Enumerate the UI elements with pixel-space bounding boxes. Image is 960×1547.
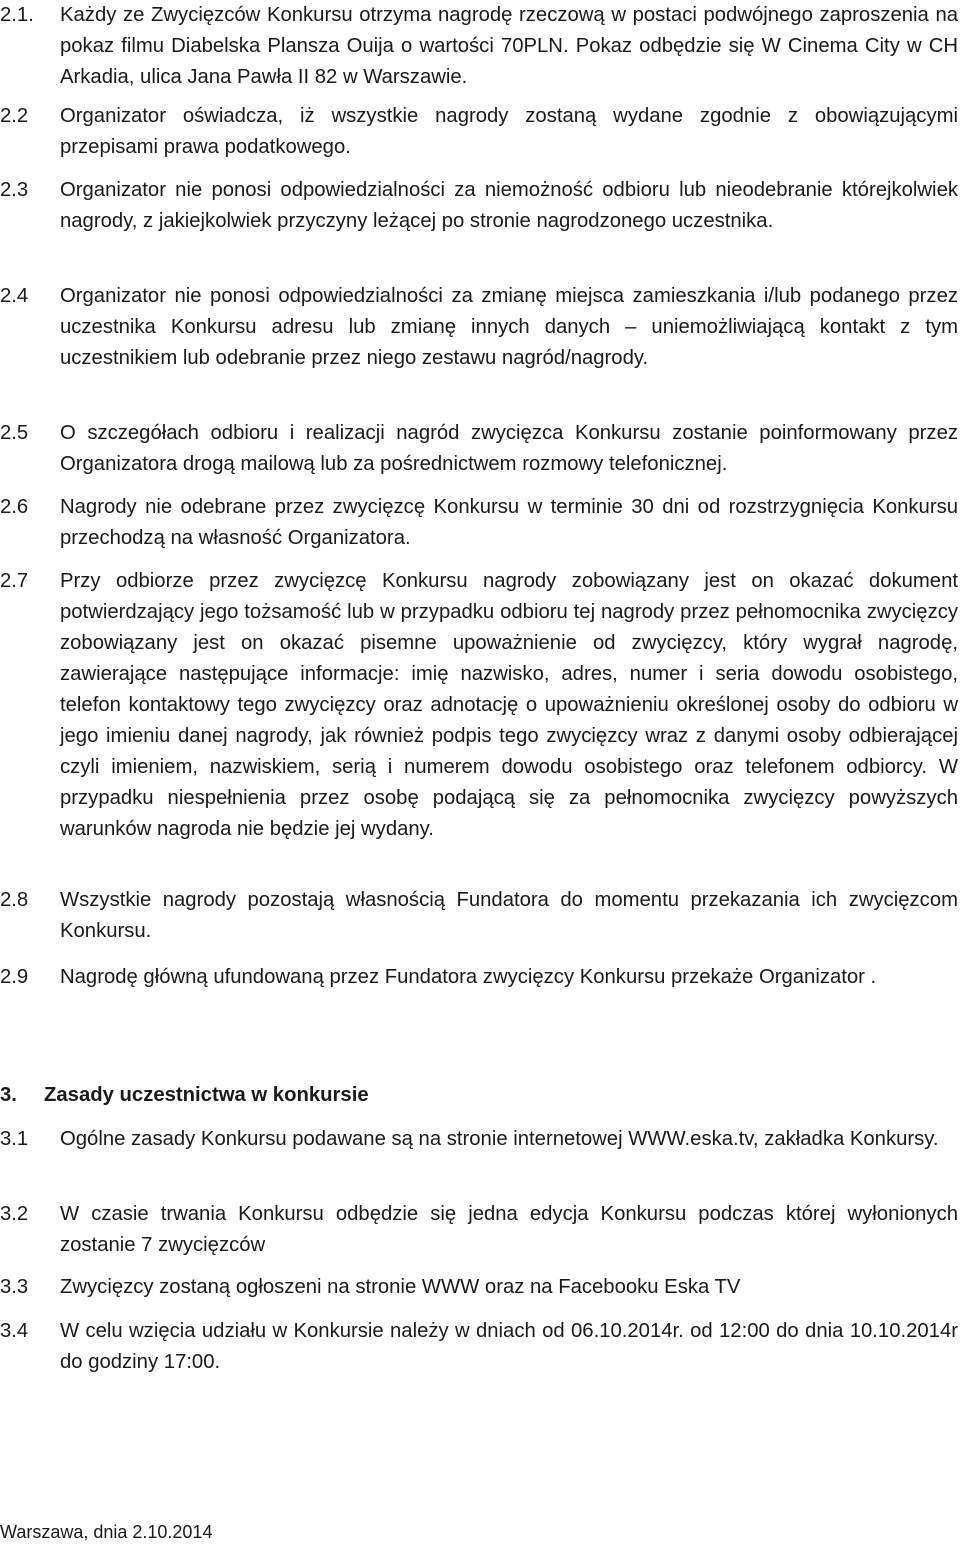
clause-text: Wszystkie nagrody pozostają własnością Fundatora do momentu przekazania ich zwycięzcom Konkursu. [60, 889, 958, 942]
clause-2-8 [0, 885, 958, 947]
clause-number: 3.1 [0, 1128, 29, 1150]
clause-text: Zwycięzcy zostaną ogłoszeni na stronie WWW oraz na Facebooku Eska TV [60, 1276, 741, 1298]
clause-2-1 [0, 0, 958, 93]
clause-text: Nagrodę główną ufundowaną przez Fundatora zwycięzcy Konkursu przekaże Organizator . [60, 966, 877, 988]
clause-text: Ogólne zasady Konkursu podawane są na stronie internetowej WWW.eska.tv, zakładka Konkursy. [60, 1128, 939, 1150]
clause-number: 2.3 [0, 179, 29, 201]
clause-text: W czasie trwania Konkursu odbędzie się jedna edycja Konkursu podczas której wyłonionych zostanie 7 zwycięzców [60, 1203, 958, 1256]
clause-number: 2.5 [0, 422, 29, 444]
clause-number: 2.2 [0, 105, 29, 127]
clause-2-9 [0, 962, 958, 993]
clause-3-1 [0, 1124, 958, 1155]
place-and-date: Warszawa, dnia 2.10.2014 [0, 1522, 213, 1542]
clause-number: 2.1. [0, 4, 34, 26]
clause-text: Każdy ze Zwycięzców Konkursu otrzyma nagrodę rzeczową w postaci podwójnego zaproszenia na pokaz filmu Diabelska Plansza Ouija o wartości 70PLN. Pokaz odbędzie się W Cinema City w CH Arkadia, ulica Jana Pawła II 82 w Warszawie. [60, 4, 958, 88]
clause-number: 2.7 [0, 570, 29, 592]
clause-2-2 [0, 101, 958, 163]
clause-2-3 [0, 175, 958, 237]
clause-number: 3.3 [0, 1276, 29, 1298]
clause-text: Nagrody nie odebrane przez zwycięzcę Konkursu w terminie 30 dni od rozstrzygnięcia Konkursu przechodzą na własność Organizatora. [60, 496, 958, 549]
clause-2-7 [0, 566, 958, 845]
clause-3-3 [0, 1272, 958, 1303]
section-number: 3. [0, 1084, 17, 1106]
clause-3-2 [0, 1199, 958, 1261]
clause-text: Organizator nie ponosi odpowiedzialności za niemożność odbioru lub nieodebranie którejkolwiek nagrody, z jakiejkolwiek przyczyny leżącej po stronie nagrodzonego uczestnika. [60, 179, 958, 232]
clause-text: Organizator oświadcza, iż wszystkie nagrody zostaną wydane zgodnie z obowiązującymi przepisami prawa podatkowego. [60, 105, 958, 158]
clause-2-5 [0, 418, 958, 480]
clause-number: 2.9 [0, 966, 29, 988]
clause-number: 2.4 [0, 285, 29, 307]
clause-3-4 [0, 1316, 958, 1378]
clause-number: 3.4 [0, 1320, 29, 1342]
clause-number: 2.6 [0, 496, 29, 518]
clause-text: O szczegółach odbioru i realizacji nagród zwycięzca Konkursu zostanie poinformowany przez Organizatora drogą mailową lub za pośrednictwem rozmowy telefonicznej. [60, 422, 958, 475]
section-title: Zasady uczestnictwa w konkursie [44, 1084, 369, 1106]
clause-text: W celu wzięcia udziału w Konkursie należy w dniach od 06.10.2014r. od 12:00 do dnia 10.10.2014r do godziny 17:00. [60, 1320, 958, 1373]
clause-text: Organizator nie ponosi odpowiedzialności za zmianę miejsca zamieszkania i/lub podanego przez uczestnika Konkursu adresu lub zmianę innych danych – uniemożliwiającą kontakt z tym uczestnikiem lub odebranie przez niego zestawu nagród/nagrody. [60, 285, 958, 369]
clause-2-6 [0, 492, 958, 554]
section-3-heading [0, 1080, 958, 1111]
clause-text: Przy odbiorze przez zwycięzcę Konkursu nagrody zobowiązany jest on okazać dokument potwierdzający jego tożsamość lub w przypadku odbioru tej nagrody przez pełnomocnika zwycięzcy zobowiązany jest on okazać pisemne upoważnienie od zwycięzcy, który wygrał nagrodę, zawierające następujące informacje: imię nazwisko, adres, numer i seria dowodu osobistego, telefon kontaktowy tego zwycięzcy oraz adnotację o upoważnieniu określonej osoby do odbioru w jego imieniu danej nagrody, jak również podpis tego zwycięzcy wraz z danymi osoby odbierającej czyli imieniem, nazwiskiem, serią i numerem dowodu osobistego oraz telefonem odbiorcy. W przypadku niespełnienia przez osobę podającą się za pełnomocnika zwycięzcy powyższych warunków nagroda nie będzie jej wydany. [60, 570, 958, 840]
clause-number: 2.8 [0, 889, 29, 911]
clause-number: 3.2 [0, 1203, 29, 1225]
clause-2-4 [0, 281, 958, 374]
